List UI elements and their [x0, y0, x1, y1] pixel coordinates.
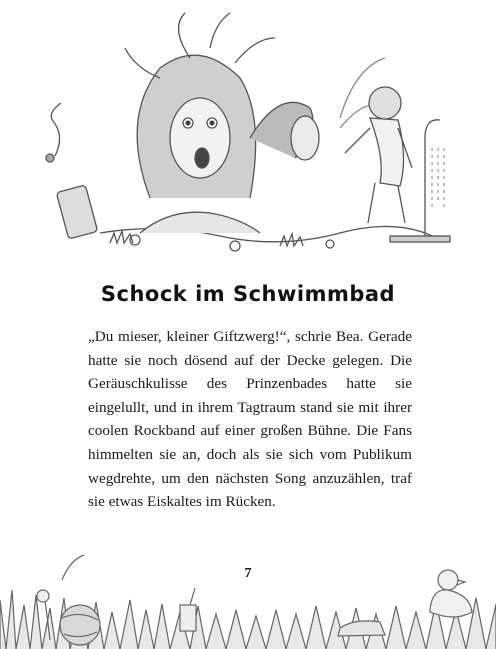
chapter-title: Schock im Schwimmbad [100, 282, 396, 306]
splash-scene-illustration [40, 8, 460, 258]
paragraph: „Du mieser, kleiner Giftzwerg!“, schrie Bea. Gerade hatte sie noch dösend auf der Decke gelegen. Die Geräuschkulisse des Prinzenbades hatte sie eingelullt, und in ihrem Tagtraum stand sie mit ihrer coolen Rockband auf einer großen Bühne. Die Fans himmelten sie an, doch als sie sich vom Publikum wegdrehte, um den nächsten Song anzuzählen, traf sie etwas Eiskaltes im Rücken. [88, 328, 412, 511]
page-number: 7 [244, 566, 252, 581]
grass-border-illustration [0, 540, 496, 649]
chapter-body [88, 325, 412, 514]
